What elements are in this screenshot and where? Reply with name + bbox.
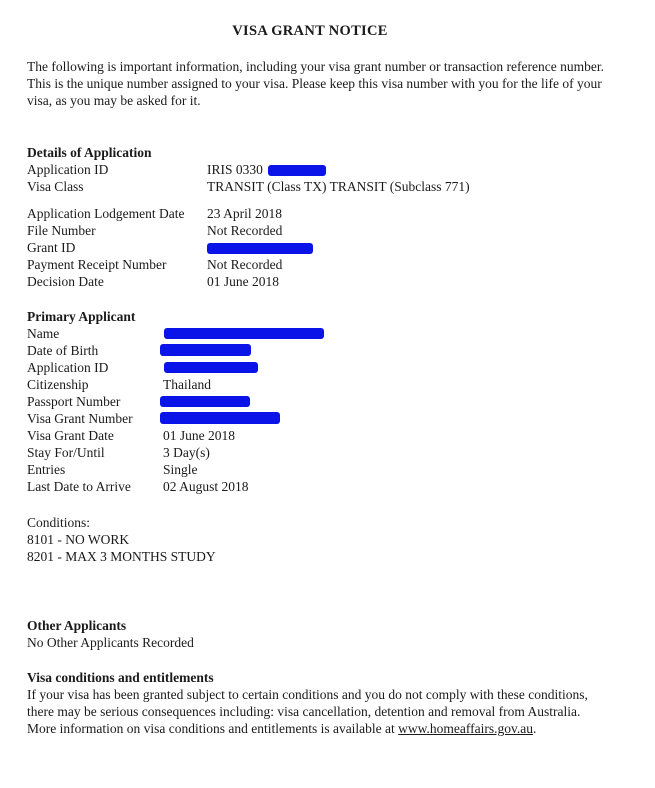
detail-label: File Number [27, 223, 96, 238]
applicant-label: Citizenship [27, 377, 89, 392]
detail-value: Not Recorded [207, 257, 283, 272]
condition-item: 8201 - MAX 3 MONTHS STUDY [27, 549, 216, 564]
applicant-label: Stay For/Until [27, 445, 105, 460]
entitlements-heading: Visa conditions and entitlements [27, 670, 214, 685]
link-suffix: . [533, 721, 537, 736]
applicant-label: Visa Grant Date [27, 428, 114, 443]
other-applicants-heading: Other Applicants [27, 618, 127, 633]
redaction-bar [160, 344, 251, 356]
condition-item: 8101 - NO WORK [27, 532, 130, 547]
detail-label: Payment Receipt Number [27, 257, 167, 272]
details-heading: Details of Application [27, 145, 152, 160]
conditions-heading: Conditions: [27, 515, 91, 530]
applicant-value: Single [163, 462, 198, 477]
entitlements-text: If your visa has been granted subject to certain conditions and you do not comply with these conditions, there may be serious consequences including: visa cancellation, detention and removal from Australia. More information on visa conditions and entitlements is available at [27, 687, 588, 736]
applicant-label: Name [27, 326, 60, 341]
redaction-bar [207, 243, 313, 254]
redaction-bar [164, 328, 324, 339]
document-title: VISA GRANT NOTICE [232, 23, 388, 39]
applicant-label: Date of Birth [27, 343, 99, 358]
applicant-value: Thailand [163, 377, 211, 392]
applicant-label: Entries [27, 462, 66, 477]
detail-label: Visa Class [27, 179, 84, 194]
entitlements-paragraph [27, 686, 602, 737]
other-applicants-text: No Other Applicants Recorded [27, 635, 194, 650]
primary-applicant-heading: Primary Applicant [27, 309, 136, 324]
home-affairs-link[interactable]: www.homeaffairs.gov.au [398, 721, 534, 736]
applicant-label: Visa Grant Number [27, 411, 133, 426]
applicant-value: 02 August 2018 [163, 479, 249, 494]
applicant-value: 01 June 2018 [163, 428, 235, 443]
redaction-bar [268, 165, 326, 176]
detail-value: TRANSIT (Class TX) TRANSIT (Subclass 771) [207, 179, 470, 194]
detail-value: 01 June 2018 [207, 274, 279, 289]
intro-paragraph: The following is important information, including your visa grant number or transaction reference number. This is the unique number assigned to your visa. Please keep this visa number with you for the life of your visa, as you may be asked for it. [27, 59, 604, 108]
applicant-label: Application ID [27, 360, 109, 375]
applicant-value: 3 Day(s) [163, 445, 210, 460]
detail-label: Decision Date [27, 274, 104, 289]
detail-value: 23 April 2018 [207, 206, 283, 221]
redaction-bar [160, 412, 280, 424]
applicant-label: Passport Number [27, 394, 121, 409]
applicant-label: Last Date to Arrive [27, 479, 131, 494]
redaction-bar [164, 362, 258, 373]
redaction-bar [160, 396, 250, 407]
detail-value: Not Recorded [207, 223, 283, 238]
detail-label: Application Lodgement Date [27, 206, 185, 221]
detail-label: Application ID [27, 162, 109, 177]
detail-label: Grant ID [27, 240, 76, 255]
detail-value: IRIS 0330 [207, 162, 263, 177]
